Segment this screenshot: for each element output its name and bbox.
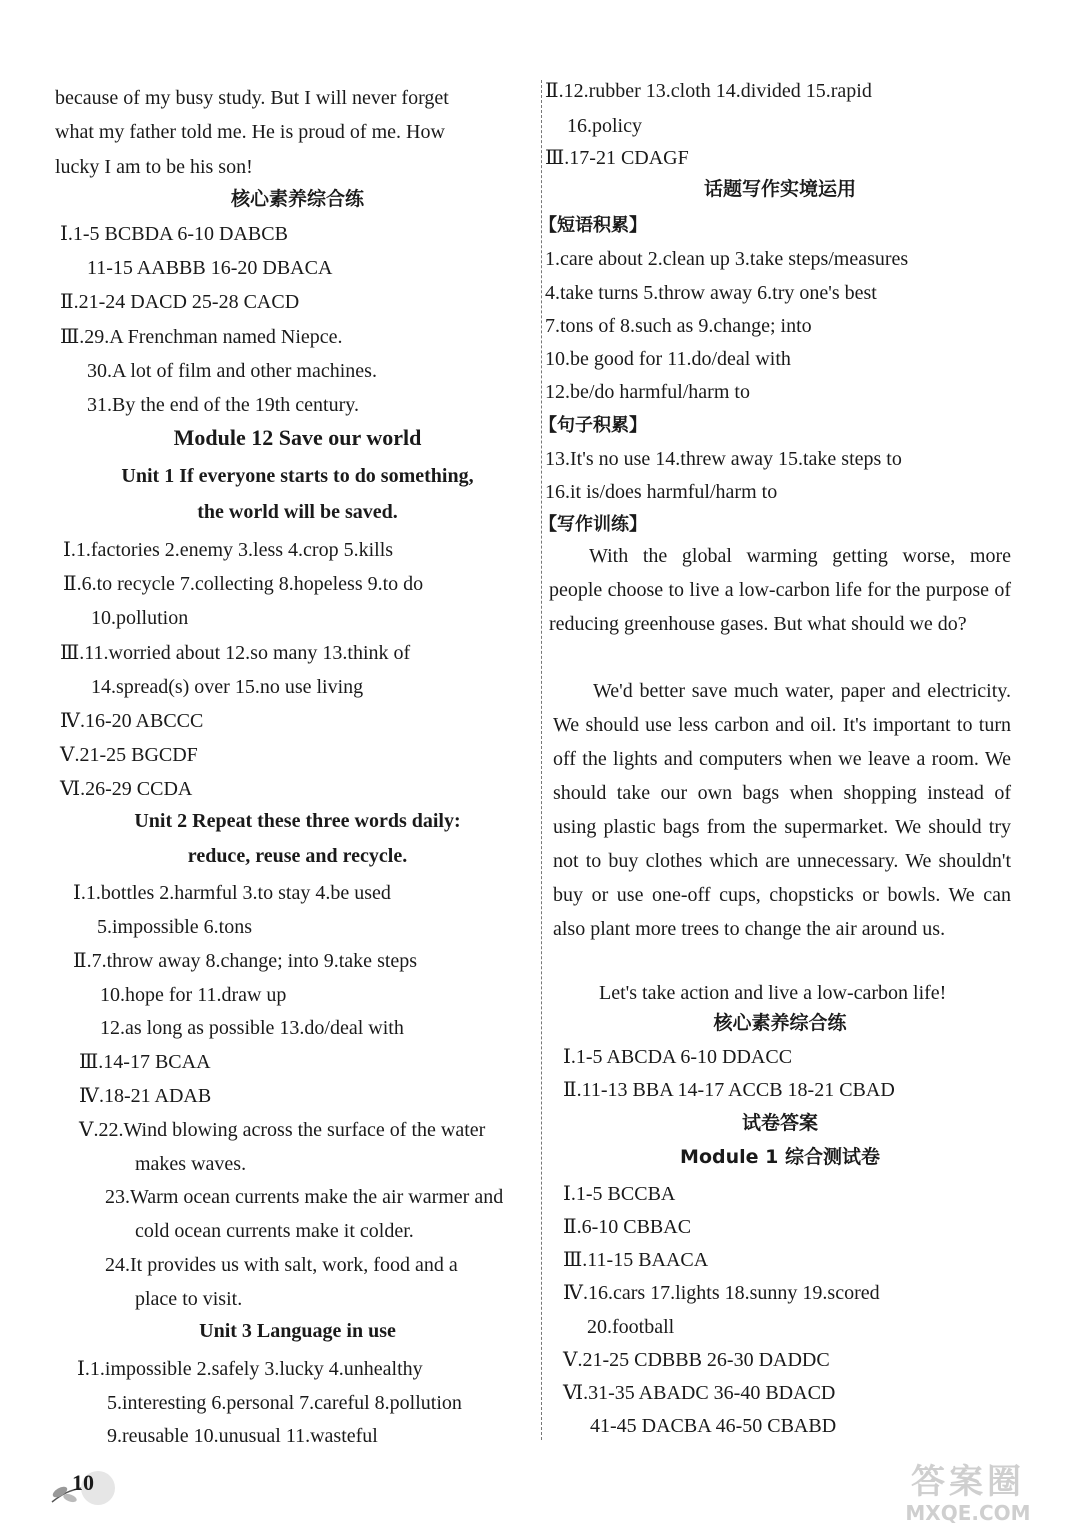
answer-line: 5.interesting 6.personal 7.careful 8.pollution [107, 1392, 462, 1414]
answer-line: Ⅱ.7.throw away 8.change; into 9.take steps [73, 950, 418, 972]
answer-line: Ⅲ.29.A Frenchman named Niepce. [60, 326, 343, 348]
page-number: 10 [72, 1470, 94, 1495]
answer-line: Ⅱ.6-10 CBBAC [563, 1216, 692, 1238]
answer-line: Ⅰ.1.factories 2.enemy 3.less 4.crop 5.kills [63, 539, 394, 561]
answer-line: 41-45 DACBA 46-50 CBABD [590, 1415, 837, 1437]
answer-line: Ⅴ.22.Wind blowing across the surface of the water [79, 1119, 486, 1141]
answer-line: 5.impossible 6.tons [97, 916, 253, 938]
answer-line: 11-15 AABBB 16-20 DBACA [87, 257, 333, 279]
answer-line: Ⅰ.1-5 BCCBA [563, 1183, 676, 1205]
answer-line: Ⅳ.18-21 ADAB [79, 1085, 212, 1107]
answer-line: Ⅵ.26-29 CCDA [60, 778, 193, 800]
answer-line: Ⅴ.21-25 BGCDF [60, 744, 198, 766]
answer-line: Ⅱ.6.to recycle 7.collecting 8.hopeless 9.to do [63, 573, 424, 595]
answer-line: 23.Warm ocean currents make the air warmer and [105, 1186, 504, 1208]
answer-line: 9.reusable 10.unusual 11.wasteful [107, 1425, 378, 1447]
answer-line: 1.care about 2.clean up 3.take steps/measures [545, 248, 909, 270]
section-heading: 核心素养综合练 [713, 1012, 847, 1034]
answer-line: 10.hope for 11.draw up [100, 984, 287, 1006]
answer-line: Ⅵ.31-35 ABADC 36-40 BDACD [563, 1382, 836, 1404]
answer-line: 10.be good for 11.do/deal with [545, 348, 791, 370]
answer-line: 12.as long as possible 13.do/deal with [100, 1017, 404, 1039]
module-title: Module 12 Save our world [173, 425, 422, 450]
answer-line: 13.It's no use 14.threw away 15.take steps to [545, 448, 902, 470]
essay-paragraph: With the global warming getting worse, more people choose to live a low-carbon life for the purpose of reducing greenhouse gases. But what should we do? [549, 545, 1011, 635]
section-tag: 【写作训练】 [539, 514, 647, 535]
unit-title: Unit 2 Repeat these three words daily: [134, 810, 461, 832]
essay-paragraph: We'd better save much water, paper and electricity. We should use less carbon and oil. It's important to turn off the lights and computers when we leave a room. We should take our own bags when shopping instead of using plastic bags from the supermarket. We should try not to buy clothes which are unnecessary. We shouldn't buy or use one-off cups, chopsticks or bowls. We can also plant more trees to change the air around us. [553, 680, 1011, 940]
text-line: because of my busy study. But I will never forget [55, 87, 449, 109]
answer-line: Ⅰ.1.bottles 2.harmful 3.to stay 4.be used [73, 882, 391, 904]
column-divider [541, 80, 542, 1440]
text-line: what my father told me. He is proud of me. How [55, 121, 445, 143]
answer-line: 30.A lot of film and other machines. [87, 360, 377, 382]
section-heading: 核心素养综合练 [230, 188, 364, 210]
answer-line: 4.take turns 5.throw away 6.try one's best [545, 282, 877, 304]
answer-line: place to visit. [135, 1288, 243, 1310]
answer-line: Ⅲ.17-21 CDAGF [545, 147, 689, 169]
section-heading: 话题写作实境运用 [703, 178, 856, 200]
section-heading: 试卷答案 [741, 1112, 818, 1134]
answer-line: 31.By the end of the 19th century. [87, 394, 359, 416]
unit-title: Unit 3 Language in use [199, 1320, 396, 1342]
answer-line: 14.spread(s) over 15.no use living [91, 676, 364, 698]
answer-line: 10.pollution [91, 607, 189, 629]
text-line: lucky I am to be his son! [55, 156, 253, 178]
answer-line: 20.football [587, 1316, 675, 1338]
answer-line: Ⅱ.11-13 BBA 14-17 ACCB 18-21 CBAD [563, 1079, 895, 1101]
answer-line: Ⅳ.16-20 ABCCC [60, 710, 204, 732]
unit-title: Unit 1 If everyone starts to do something, [121, 465, 474, 487]
answer-line: 24.It provides us with salt, work, food and a [105, 1254, 458, 1276]
answer-line: makes waves. [135, 1153, 247, 1175]
answer-line: Ⅰ.1.impossible 2.safely 3.lucky 4.unhealthy [77, 1358, 423, 1380]
watermark-logo [883, 1462, 1053, 1532]
answer-line: 12.be/do harmful/harm to [545, 381, 750, 403]
answer-line: Ⅳ.16.cars 17.lights 18.sunny 19.scored [563, 1282, 880, 1304]
watermark-url: MXQE.COM [905, 1501, 1031, 1525]
unit-title: reduce, reuse and recycle. [187, 845, 408, 867]
section-tag: 【短语积累】 [539, 215, 647, 236]
answer-line: Ⅲ.14-17 BCAA [79, 1051, 211, 1073]
answer-line: Ⅱ.21-24 DACD 25-28 CACD [60, 291, 300, 313]
answer-line: 16.policy [567, 115, 642, 137]
answer-line: Ⅲ.11.worried about 12.so many 13.think of [60, 642, 411, 664]
unit-title: the world will be saved. [197, 501, 398, 523]
answer-line: 16.it is/does harmful/harm to [545, 481, 778, 503]
answer-line: Ⅴ.21-25 CDBBB 26-30 DADDC [563, 1349, 830, 1371]
answer-line: Ⅰ.1-5 BCBDA 6-10 DABCB [60, 223, 288, 245]
answer-line: Ⅰ.1-5 ABCDA 6-10 DDACC [563, 1046, 793, 1068]
answer-line: Ⅱ.12.rubber 13.cloth 14.divided 15.rapid [545, 80, 872, 102]
watermark-text: 答案圈 [911, 1462, 1025, 1502]
section-tag: 【句子积累】 [539, 415, 647, 436]
answer-line: cold ocean currents make it colder. [135, 1220, 414, 1242]
essay-paragraph: Let's take action and live a low-carbon life! [599, 982, 947, 1004]
answer-line: Ⅲ.11-15 BAACA [563, 1249, 709, 1271]
test-title: Module 1 综合测试卷 [680, 1146, 880, 1168]
answer-line: 7.tons of 8.such as 9.change; into [545, 315, 812, 337]
